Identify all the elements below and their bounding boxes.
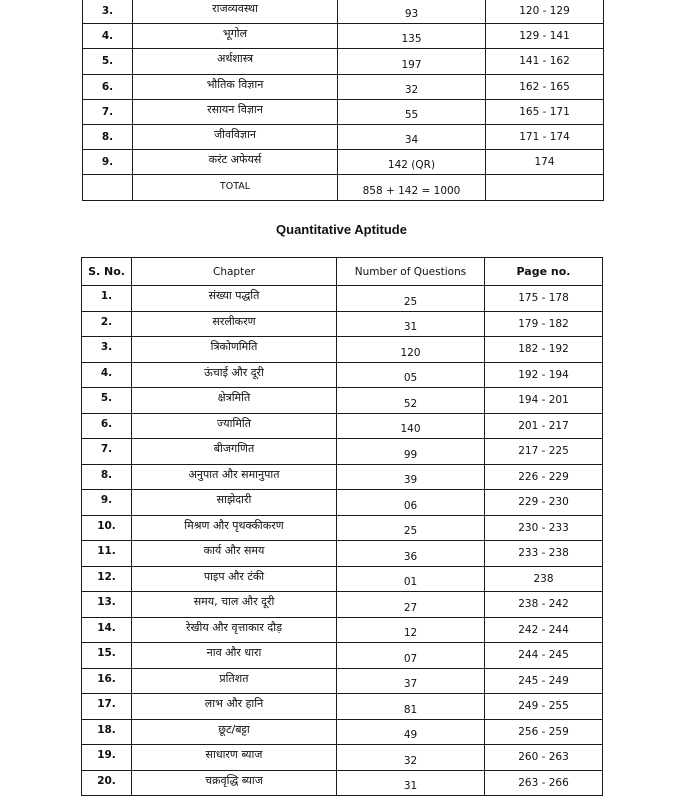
chapter-cell: प्रतिशत [132,668,337,694]
page-cell: 230 - 233 [485,515,603,541]
page-cell: 260 - 263 [485,745,603,771]
table-row [82,413,603,439]
sno-cell: 20. [82,770,132,796]
total-value: 858 + 142 = 1000 [338,175,486,200]
page-cell: 129 - 141 [486,24,604,49]
chapter-cell: राजव्यवस्था [133,0,338,24]
table-row [82,362,603,388]
chapter-cell: नाव और धारा [132,643,337,669]
chapter-cell: साझेदारी [132,490,337,516]
questions-cell: 36 [337,541,485,567]
page-cell: 263 - 266 [485,770,603,796]
sno-cell: 2. [82,311,132,337]
header-pages: Page no. [485,258,603,286]
questions-cell: 07 [337,643,485,669]
chapter-cell: पाइप और टंकी [132,566,337,592]
questions-cell: 34 [338,124,486,149]
page-cell: 174 [486,150,604,175]
page-cell: 233 - 238 [485,541,603,567]
table-row [82,592,603,618]
total-label: TOTAL [133,175,338,200]
sno-cell: 14. [82,617,132,643]
table-row [83,124,604,149]
sno-cell: 19. [82,745,132,771]
table-row [83,99,604,124]
page-cell: 217 - 225 [485,439,603,465]
questions-cell: 12 [337,617,485,643]
table-header-row [82,258,603,286]
section-title: Quantitative Aptitude [276,222,407,237]
table-row [82,643,603,669]
questions-cell: 37 [337,668,485,694]
questions-cell: 05 [337,362,485,388]
quantitative-aptitude-table [81,257,603,796]
chapter-cell: बीजगणित [132,439,337,465]
top-table-body [83,0,604,175]
sno-cell: 6. [83,74,133,99]
table-row [82,694,603,720]
page-cell: 162 - 165 [486,74,604,99]
header-questions: Number of Questions [337,258,485,286]
page-cell: 182 - 192 [485,337,603,363]
sno-cell: 12. [82,566,132,592]
questions-cell: 31 [337,770,485,796]
sno-cell: 16. [82,668,132,694]
sno-cell: 9. [82,490,132,516]
sno-cell: 3. [83,0,133,24]
sno-cell: 15. [82,643,132,669]
table-row [82,719,603,745]
page-cell: 175 - 178 [485,286,603,312]
page-cell: 192 - 194 [485,362,603,388]
page-cell: 141 - 162 [486,49,604,74]
page-cell: 249 - 255 [485,694,603,720]
sno-cell: 1. [82,286,132,312]
table-row [82,617,603,643]
table-row [82,566,603,592]
chapter-cell: संख्या पद्धति [132,286,337,312]
table-row [83,150,604,175]
table-row [82,668,603,694]
table-row [83,74,604,99]
page-cell: 238 - 242 [485,592,603,618]
chapter-cell: जीवविज्ञान [133,124,338,149]
questions-cell: 01 [337,566,485,592]
page-cell: 244 - 245 [485,643,603,669]
chapter-cell: ज्यामिति [132,413,337,439]
chapter-cell: समय, चाल और दूरी [132,592,337,618]
sno-cell: 5. [83,49,133,74]
questions-cell: 52 [337,388,485,414]
qa-table-body [82,286,603,796]
questions-cell: 49 [337,719,485,745]
table-row [82,286,603,312]
page-cell: 245 - 249 [485,668,603,694]
questions-cell: 32 [337,745,485,771]
questions-cell: 93 [338,0,486,24]
questions-cell: 25 [337,286,485,312]
table-row [82,770,603,796]
sno-cell: 7. [83,99,133,124]
chapter-cell: चक्रवृद्धि ब्याज [132,770,337,796]
table-row [82,490,603,516]
chapter-cell: अर्थशास्त्र [133,49,338,74]
questions-cell: 142 (QR) [338,150,486,175]
page-cell: 201 - 217 [485,413,603,439]
table-row [82,541,603,567]
chapter-cell: अनुपात और समानुपात [132,464,337,490]
page-cell: 238 [485,566,603,592]
chapter-cell: भौतिक विज्ञान [133,74,338,99]
sno-cell: 4. [83,24,133,49]
chapter-cell: त्रिकोणमिति [132,337,337,363]
table-row [82,388,603,414]
sno-cell: 17. [82,694,132,720]
questions-cell: 197 [338,49,486,74]
sno-cell: 5. [82,388,132,414]
page-cell: 256 - 259 [485,719,603,745]
sno-cell: 7. [82,439,132,465]
sno-cell: 10. [82,515,132,541]
page-cell: 120 - 129 [486,0,604,24]
chapter-cell: मिश्रण और पृथक्कीकरण [132,515,337,541]
questions-cell: 81 [337,694,485,720]
chapter-cell: रेखीय और वृत्ताकार दौड़ [132,617,337,643]
questions-cell: 31 [337,311,485,337]
chapter-cell: लाभ और हानि [132,694,337,720]
table-row [82,745,603,771]
chapter-cell: रसायन विज्ञान [133,99,338,124]
total-empty-cell [83,175,133,200]
header-chapter: Chapter [132,258,337,286]
sno-cell: 8. [83,124,133,149]
chapter-cell: छूट/बट्टा [132,719,337,745]
chapter-cell: साधारण ब्याज [132,745,337,771]
total-empty-page-cell [486,175,604,200]
page-cell: 229 - 230 [485,490,603,516]
table-row [83,49,604,74]
questions-cell: 32 [338,74,486,99]
chapter-cell: सरलीकरण [132,311,337,337]
header-sno: S. No. [82,258,132,286]
total-row [83,175,604,200]
chapter-cell: करंट अफेयर्स [133,150,338,175]
table-row [83,0,604,24]
table-row [83,24,604,49]
questions-cell: 27 [337,592,485,618]
questions-cell: 99 [337,439,485,465]
chapter-cell: भूगोल [133,24,338,49]
questions-cell: 120 [337,337,485,363]
table-row [82,439,603,465]
chapter-cell: क्षेत्रमिति [132,388,337,414]
questions-cell: 135 [338,24,486,49]
questions-cell: 39 [337,464,485,490]
table-row [82,311,603,337]
sno-cell: 11. [82,541,132,567]
chapter-cell: कार्य और समय [132,541,337,567]
page-cell: 194 - 201 [485,388,603,414]
page-cell: 165 - 171 [486,99,604,124]
sno-cell: 13. [82,592,132,618]
sno-cell: 3. [82,337,132,363]
sno-cell: 4. [82,362,132,388]
page-cell: 171 - 174 [486,124,604,149]
questions-cell: 06 [337,490,485,516]
table-row [82,515,603,541]
sno-cell: 18. [82,719,132,745]
questions-cell: 140 [337,413,485,439]
page-cell: 179 - 182 [485,311,603,337]
questions-cell: 55 [338,99,486,124]
table-row [82,337,603,363]
top-chapter-table [82,0,604,201]
sno-cell: 9. [83,150,133,175]
questions-cell: 25 [337,515,485,541]
sno-cell: 6. [82,413,132,439]
chapter-cell: ऊंचाई और दूरी [132,362,337,388]
page-cell: 242 - 244 [485,617,603,643]
page-cell: 226 - 229 [485,464,603,490]
table-row [82,464,603,490]
sno-cell: 8. [82,464,132,490]
